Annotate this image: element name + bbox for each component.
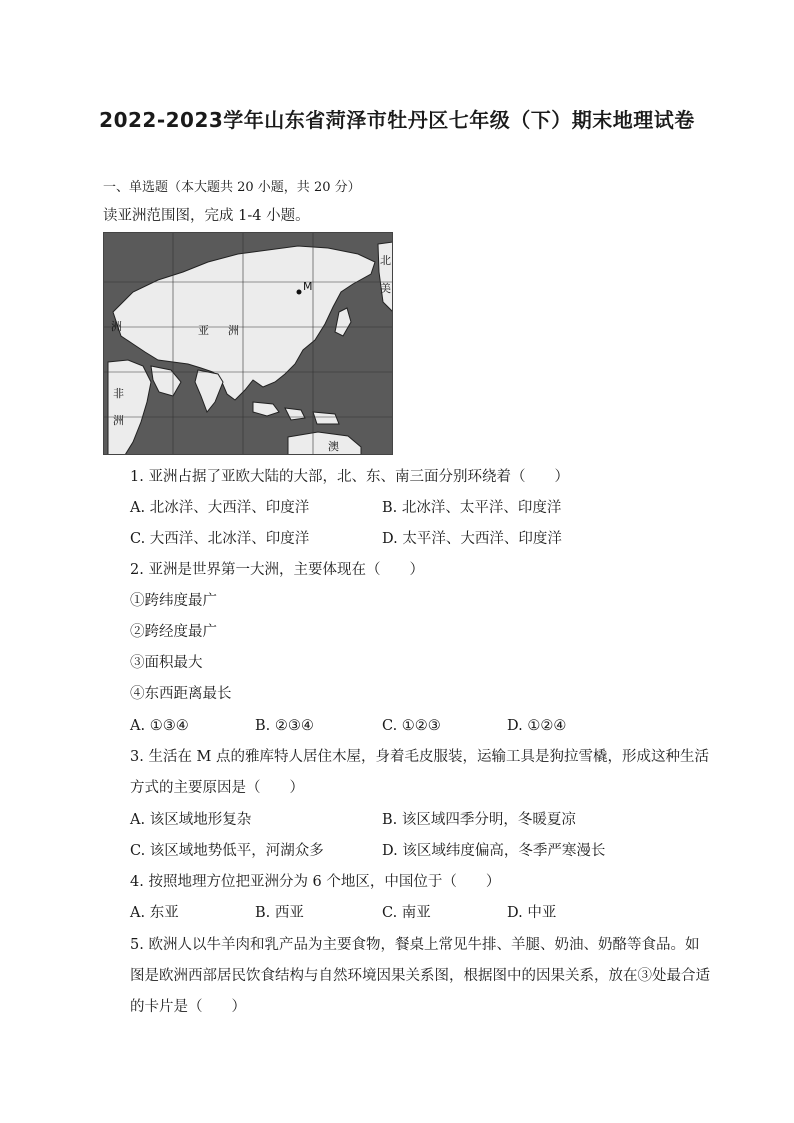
question-2-item-3: ③面积最大 bbox=[130, 655, 203, 671]
map-label-asia-2: 洲 bbox=[228, 324, 239, 337]
asia-map bbox=[103, 232, 393, 455]
question-2-item-4: ④东西距离最长 bbox=[130, 686, 232, 702]
question-4-option-c: C. 南亚 bbox=[382, 905, 431, 921]
question-2-option-b: B. ②③④ bbox=[255, 718, 314, 734]
question-1-option-c: C. 大西洋、北冰洋、印度洋 bbox=[130, 531, 310, 547]
map-label-north: 北 bbox=[380, 254, 391, 267]
map-point-m bbox=[297, 290, 302, 295]
page-title: 2022-2023学年山东省菏泽市牡丹区七年级（下）期末地理试卷 bbox=[99, 108, 695, 132]
question-1-stem: 1. 亚洲占据了亚欧大陆的大部，北、东、南三面分别环绕着（ ） bbox=[130, 469, 569, 485]
map-label-africa-1: 非 bbox=[113, 387, 124, 400]
question-3-option-a: A. 该区域地形复杂 bbox=[130, 812, 252, 828]
map-label-africa-2: 洲 bbox=[113, 414, 124, 427]
question-3-option-c: C. 该区域地势低平，河湖众多 bbox=[130, 843, 324, 859]
question-1-option-d: D. 太平洋、大西洋、印度洋 bbox=[382, 531, 562, 547]
question-3-option-d: D. 该区域纬度偏高，冬季严寒漫长 bbox=[382, 843, 606, 859]
question-2-option-c: C. ①②③ bbox=[382, 718, 441, 734]
question-4-stem: 4. 按照地理方位把亚洲分为 6 个地区，中国位于（ ） bbox=[130, 874, 501, 890]
question-1-option-b: B. 北冰洋、太平洋、印度洋 bbox=[382, 500, 562, 516]
question-4-option-a: A. 东亚 bbox=[130, 905, 179, 921]
map-label-asia-1: 亚 bbox=[198, 324, 209, 337]
question-5-stem-line-1: 5. 欧洲人以牛羊肉和乳产品为主要食物，餐桌上常见牛排、羊腿、奶油、奶酪等食品。如 bbox=[130, 937, 700, 953]
question-2-option-d: D. ①②④ bbox=[507, 718, 567, 734]
question-2-option-a: A. ①③④ bbox=[130, 718, 189, 734]
section-heading: 一、单选题（本大题共 20 小题，共 20 分） bbox=[103, 180, 361, 195]
map-label-europe: 洲 bbox=[111, 320, 122, 333]
question-5-stem-line-3: 的卡片是（ ） bbox=[130, 999, 246, 1015]
question-3-option-b: B. 该区域四季分明，冬暖夏凉 bbox=[382, 812, 576, 828]
question-4-option-d: D. 中亚 bbox=[507, 905, 557, 921]
question-1-option-a: A. 北冰洋、大西洋、印度洋 bbox=[130, 500, 310, 516]
map-label-m: M bbox=[303, 280, 313, 293]
map-label-america: 美 bbox=[380, 282, 391, 295]
question-5-stem-line-2: 图是欧洲西部居民饮食结构与自然环境因果关系图，根据图中的因果关系，放在③处最合适 bbox=[130, 968, 710, 984]
question-2-stem: 2. 亚洲是世界第一大洲，主要体现在（ ） bbox=[130, 562, 424, 578]
question-2-item-1: ①跨纬度最广 bbox=[130, 593, 217, 609]
map-label-aus: 澳 bbox=[328, 440, 339, 453]
question-3-stem-line-1: 3. 生活在 M 点的雅库特人居住木屋，身着毛皮服装，运输工具是狗拉雪橇，形成这种生活 bbox=[130, 749, 710, 765]
question-2-item-2: ②跨经度最广 bbox=[130, 624, 217, 640]
question-4-option-b: B. 西亚 bbox=[255, 905, 304, 921]
map-intro: 读亚洲范围图，完成 1-4 小题。 bbox=[103, 208, 310, 224]
question-3-stem-line-2: 方式的主要原因是（ ） bbox=[130, 780, 304, 796]
